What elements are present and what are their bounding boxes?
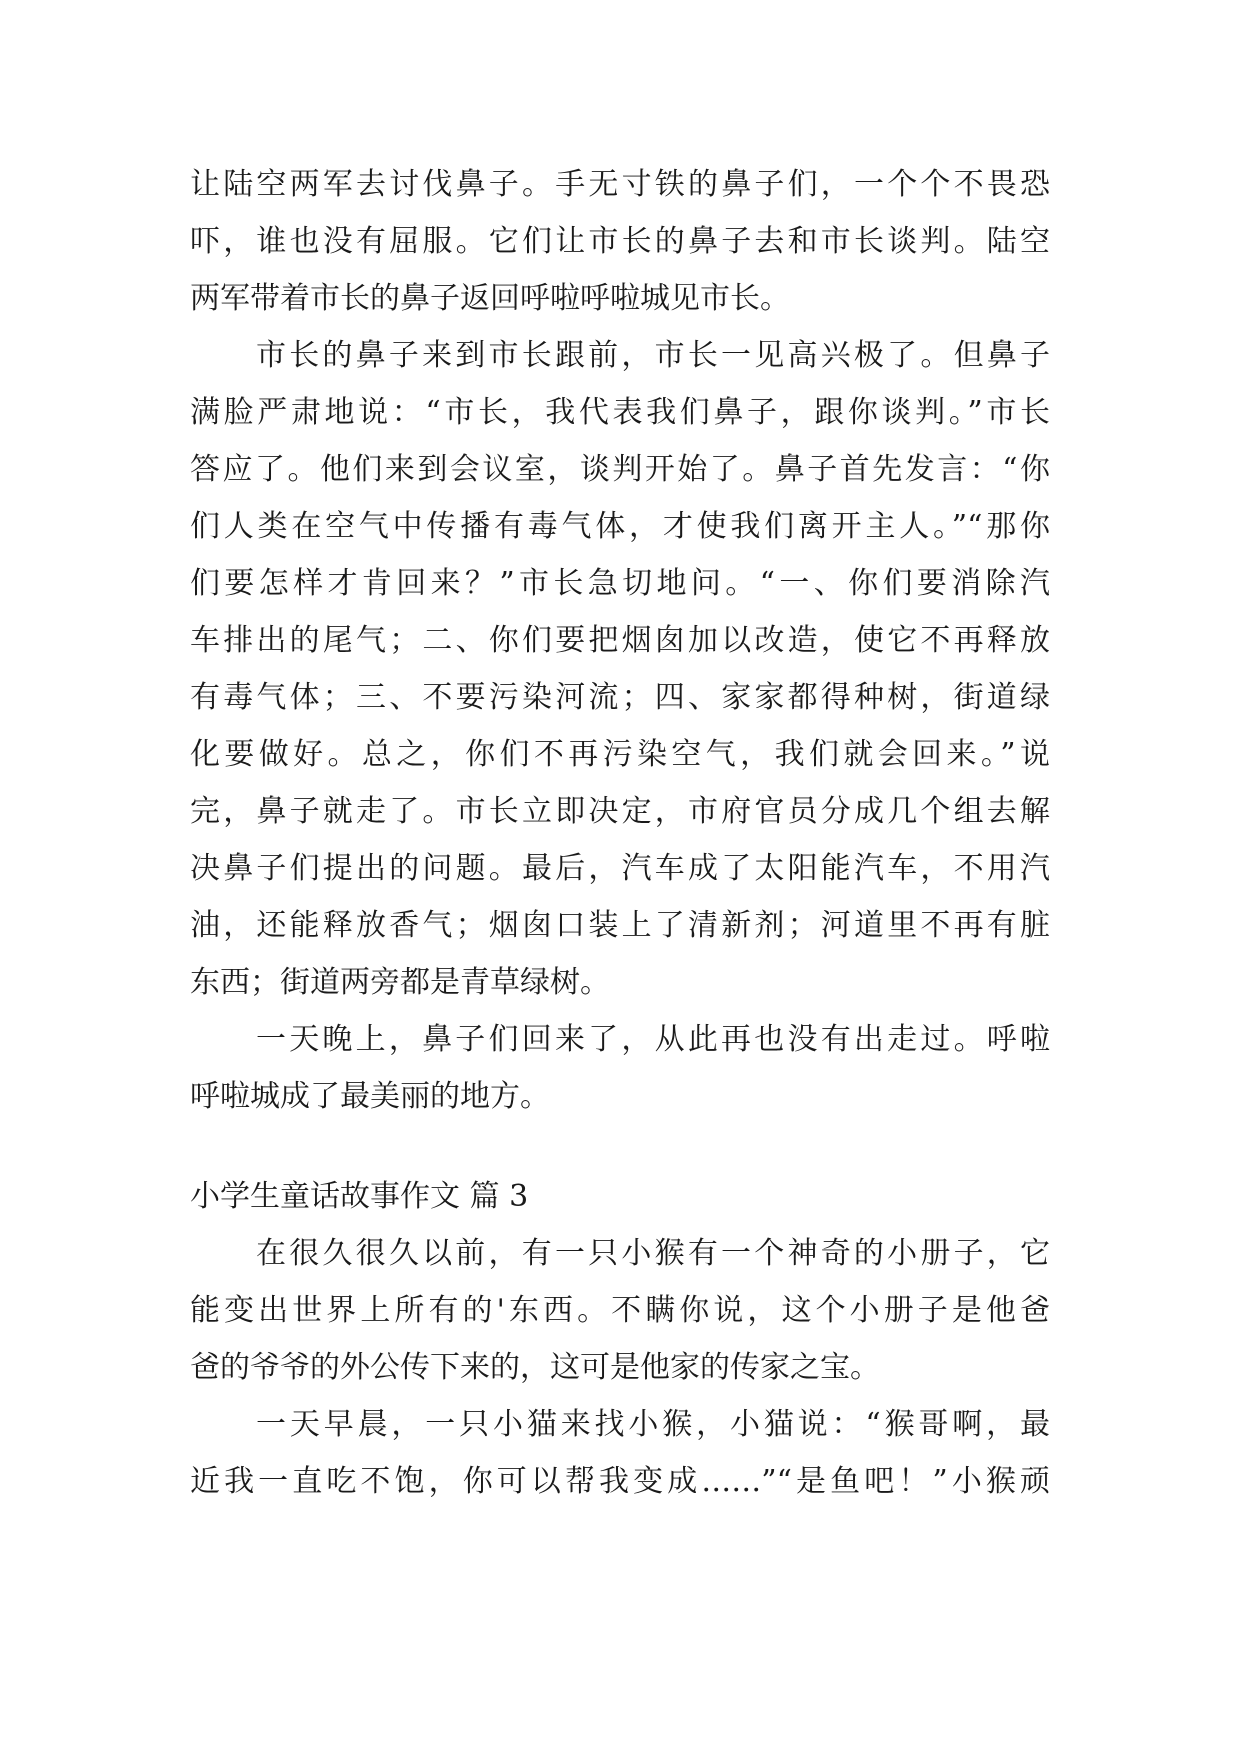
paragraph-line: 们人类在空气中传播有毒气体，才使我们离开主人。”“那你 — [190, 509, 1050, 544]
paragraph-line: 两军带着市长的鼻子返回呼啦呼啦城见市长。 — [190, 281, 790, 316]
paragraph-line: 决鼻子们提出的问题。最后，汽车成了太阳能汽车，不用汽 — [190, 851, 1050, 886]
paragraph-line: 让陆空两军去讨伐鼻子。手无寸铁的鼻子们，一个个不畏恐 — [190, 167, 1050, 202]
paragraph-line: 近我一直吃不饱，你可以帮我变成……”“是鱼吧！”小猴顽 — [190, 1464, 1050, 1499]
paragraph-line: 们要怎样才肯回来？”市长急切地问。“一、你们要消除汽 — [190, 566, 1050, 601]
paragraph-line: 市长的鼻子来到市长跟前，市长一见高兴极了。但鼻子 — [256, 338, 1050, 373]
section-heading: 小学生童话故事作文 篇 3 — [190, 1179, 529, 1214]
paragraph-line: 在很久很久以前，有一只小猴有一个神奇的小册子，它 — [256, 1236, 1050, 1271]
paragraph-line: 一天晚上，鼻子们回来了，从此再也没有出走过。呼啦 — [256, 1022, 1050, 1057]
paragraph-line: 呼啦城成了最美丽的地方。 — [190, 1079, 550, 1114]
paragraph-line: 满脸严肃地说：“市长，我代表我们鼻子，跟你谈判。”市长 — [190, 395, 1050, 430]
paragraph-line: 化要做好。总之，你们不再污染空气，我们就会回来。”说 — [190, 737, 1050, 772]
paragraph-line: 有毒气体；三、不要污染河流；四、家家都得种树，街道绿 — [190, 680, 1050, 715]
paragraph-line: 东西；街道两旁都是青草绿树。 — [190, 965, 610, 1000]
paragraph-line: 答应了。他们来到会议室，谈判开始了。鼻子首先发言：“你 — [190, 452, 1050, 487]
paragraph-line: 完，鼻子就走了。市长立即决定，市府官员分成几个组去解 — [190, 794, 1050, 829]
paragraph-line: 一天早晨，一只小猫来找小猴，小猫说：“猴哥啊，最 — [256, 1407, 1050, 1442]
paragraph-line: 吓，谁也没有屈服。它们让市长的鼻子去和市长谈判。陆空 — [190, 224, 1050, 259]
paragraph-line: 油，还能释放香气；烟囱口装上了清新剂；河道里不再有脏 — [190, 908, 1050, 943]
paragraph-line: 能变出世界上所有的'东西。不瞒你说，这个小册子是他爸 — [190, 1293, 1050, 1328]
paragraph-line: 爸的爷爷的外公传下来的，这可是他家的传家之宝。 — [190, 1350, 880, 1385]
paragraph-line: 车排出的尾气；二、你们要把烟囱加以改造，使它不再释放 — [190, 623, 1050, 658]
